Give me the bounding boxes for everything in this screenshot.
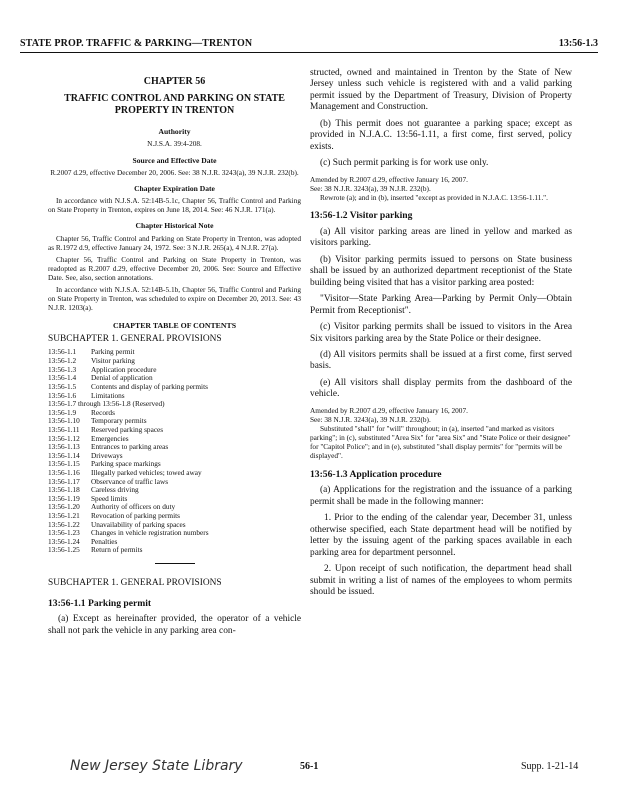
- toc-entry-title: Parking permit: [91, 347, 135, 357]
- section-1-2-para-e: (e) All visitors shall display permits from the dashboard of the vehicle.: [310, 377, 572, 400]
- toc-entry-number: 13:56-1.3: [48, 364, 77, 374]
- toc-entry-title: Limitations: [91, 390, 125, 400]
- section-1-1-para-c: (c) Such permit parking is for work use only.: [320, 158, 489, 169]
- section-1-2-para-d: (d) All visitors permits shall be issued at a first come, first served basis.: [310, 350, 572, 372]
- amendment-line: See: 38 N.J.R. 3243(a), 39 N.J.R. 232(b).: [310, 183, 431, 193]
- history-paragraph: Chapter 56, Traffic Control and Parking on State Property in Trenton, was adopted as R.1972 d.9, effective January 24, 1972. See: 3 N.J.R. 265(a), 4 N.J.R. 27(a).: [48, 233, 301, 252]
- section-1-3-para-a: (a) Applications for the registration and the issuance of a parking permit shall be made in the following manner:: [310, 485, 572, 507]
- section-divider: [155, 563, 195, 564]
- amendment-line: Substituted "shall" for "will" throughout; in (a), inserted "and marked as visitors parking"; in (c), substituted "Area Six" for "area Six" and "State Police or their designee" for "Capitol Police"; and in (e), substituted "shall display permits" for "permits will be displayed".: [310, 424, 571, 461]
- toc-entry-title: Temporary permits: [91, 416, 147, 426]
- toc-entry-number: 13:56-1.20: [48, 502, 80, 512]
- toc-entry: [48, 546, 301, 555]
- toc-entry-title: Illegally parked vehicles; towed away: [91, 468, 202, 477]
- amendment-line: See: 38 N.J.R. 3243(a), 39 N.J.R. 232(b).: [310, 414, 431, 424]
- toc-entry-title: Unavailability of parking spaces: [91, 519, 186, 529]
- toc-entry: [48, 409, 301, 418]
- toc-entry-number: 13:56-1.21: [48, 511, 80, 521]
- toc-entry-title: Changes in vehicle registration numbers: [91, 528, 209, 538]
- right-column: [310, 68, 572, 603]
- amendment-line: Amended by R.2007 d.29, effective January 16, 2007.: [310, 405, 468, 415]
- toc-entry-title: Reserved parking spaces: [91, 424, 164, 434]
- toc-entry-title: Visitor parking: [91, 356, 135, 366]
- history-paragraph: In accordance with N.J.S.A. 52:14B-5.1b, Chapter 56, Traffic Control and Parking on State Property in Trenton, was scheduled to expire on December 20, 2013. See: 43 N.J.R. 1203(a).: [48, 285, 301, 313]
- toc-entry-title: 13:56-1.7 through 13:56-1.8 (Reserved): [48, 399, 165, 409]
- expiration-text: In accordance with N.J.S.A. 52:14B-5.1c, Chapter 56, Traffic Control and Parking on State Property in Trenton, expires on June 18, 2014. See: 46 N.J.R. 171(a).: [48, 196, 301, 215]
- section-1-2-para-b: (b) Visitor parking permits issued to persons on State business shall be issued by an authorized department receptionist of the State building being visited that has a visitor parking area posted:: [310, 254, 572, 288]
- subchapter-body-title: SUBCHAPTER 1. GENERAL PROVISIONS: [48, 578, 222, 589]
- toc-entry-number: 13:56-1.17: [48, 476, 80, 486]
- toc-heading: CHAPTER TABLE OF CONTENTS: [112, 320, 237, 330]
- toc-entry: [48, 486, 301, 495]
- authority-text: N.J.S.A. 39:4-208.: [147, 139, 202, 149]
- toc-entry-number: 13:56-1.22: [48, 519, 80, 529]
- toc-entry-number: 13:56-1.4: [48, 373, 77, 383]
- toc-entry-title: Speed limits: [91, 493, 128, 503]
- toc-entry-title: Records: [91, 407, 115, 417]
- supplement-date: Supp. 1-21-14: [521, 761, 579, 772]
- authority-heading: Authority: [158, 127, 191, 137]
- section-1-3-item-2: 2. Upon receipt of such notification, the department head shall submit in writing a list of names of the employees to whom permits should be issued.: [310, 564, 572, 597]
- amendment-line: Rewrote (a); and in (b), inserted "except as provided in N.J.A.C. 13:56-1.11.".: [320, 192, 548, 202]
- chapter-subtitle: TRAFFIC CONTROL AND PARKING ON STATE PROPERTY IN TRENTON: [64, 93, 285, 117]
- toc-entry: [48, 357, 301, 366]
- toc-subchapter-title: SUBCHAPTER 1. GENERAL PROVISIONS: [48, 334, 222, 344]
- toc-entry: [48, 529, 301, 538]
- toc-entry-title: Entrances to parking areas: [91, 442, 169, 452]
- header-rule: [20, 52, 598, 53]
- amendment-line: Amended by R.2007 d.29, effective January 16, 2007.: [310, 174, 468, 184]
- toc-entry-number: 13:56-1.10: [48, 416, 80, 426]
- toc-entry-title: Application procedure: [91, 364, 157, 374]
- section-1-1-para-a-continued: structed, owned and maintained in Trenton by the State of New Jersey unless such vehicle is registered with and a valid parking permit issued by the Department of Treasury, Division of Property Management and Construction.: [310, 68, 572, 113]
- toc-entry-number: 13:56-1.16: [48, 468, 80, 477]
- toc-entry-number: 13:56-1.5: [48, 381, 77, 391]
- history-paragraph: Chapter 56, Traffic Control and Parking on State Property in Trenton, was readopted as R.2007 d.29, effective December 20, 2006. See: Source and Effective Date. See, also, section annotations.: [48, 254, 301, 283]
- toc-entry: [48, 426, 301, 435]
- chapter-title: CHAPTER 56: [143, 76, 206, 87]
- toc-entry-number: 13:56-1.23: [48, 528, 80, 538]
- section-1-1-para-a: (a) Except as hereinafter provided, the operator of a vehicle shall not park the vehicle in any parking area con-: [48, 614, 301, 636]
- toc-entry-number: 13:56-1.1: [48, 347, 77, 357]
- toc-entry-title: Careless driving: [91, 485, 139, 495]
- toc-entry: [48, 383, 301, 392]
- source-text: R.2007 d.29, effective December 20, 2006. See: 38 N.J.R. 3243(a), 39 N.J.R. 232(b).: [50, 167, 299, 177]
- toc-entry: [48, 366, 301, 375]
- toc-entry-title: Return of permits: [91, 545, 143, 555]
- library-watermark: New Jersey State Library: [70, 758, 243, 774]
- running-header-section: 13:56-1.3: [558, 38, 598, 49]
- toc-entry: [48, 469, 301, 478]
- toc-entry: [48, 538, 301, 547]
- toc-entry-title: Emergencies: [91, 433, 129, 443]
- section-1-1-para-b: (b) This permit does not guarantee a parking space; except as provided in N.J.A.C. 13:56-1.11, a first come, first served, policy exists.: [310, 118, 572, 152]
- table-of-contents: [48, 348, 301, 555]
- toc-entry-number: 13:56-1.24: [48, 536, 80, 546]
- toc-entry-title: Penalties: [91, 536, 118, 546]
- history-heading: Chapter Historical Note: [135, 221, 214, 231]
- section-1-2-posted-sign-text: "Visitor—State Parking Area—Parking by Permit Only—Obtain Permit from Receptionist".: [310, 294, 572, 316]
- expiration-heading: Chapter Expiration Date: [134, 183, 215, 193]
- toc-entry-title: Parking space markings: [91, 459, 161, 469]
- left-column: [48, 68, 301, 642]
- toc-entry: [48, 435, 301, 444]
- toc-entry-title: Authority of officers on duty: [91, 502, 176, 512]
- running-header-title: STATE PROP. TRAFFIC & PARKING—TRENTON: [20, 38, 253, 49]
- toc-entry-number: 13:56-1.11: [48, 424, 80, 434]
- toc-entry-number: 13:56-1.6: [48, 390, 77, 400]
- page-number: 56-1: [300, 761, 319, 772]
- toc-entry-number: 13:56-1.19: [48, 493, 80, 503]
- section-1-3-item-1: 1. Prior to the ending of the calendar year, December 31, unless otherwise specified, each State department head will be notified by letter by the issuing agent of the parking spaces available in each parking area for department personnel.: [310, 513, 572, 558]
- toc-entry-title: Revocation of parking permits: [91, 511, 180, 521]
- toc-entry: [48, 400, 301, 409]
- toc-entry-number: 13:56-1.13: [48, 442, 80, 452]
- toc-entry-number: 13:56-1.9: [48, 407, 77, 417]
- toc-entry-number: 13:56-1.15: [48, 459, 80, 469]
- section-1-2-para-c: (c) Visitor parking permits shall be issued to visitors in the Area Six visitors parking area by the State Police or their designee.: [310, 322, 572, 344]
- toc-entry-title: Denial of application: [91, 373, 153, 383]
- toc-entry: [48, 452, 301, 461]
- toc-entry-title: Driveways: [91, 450, 123, 460]
- toc-entry: [48, 443, 301, 452]
- toc-entry: [48, 478, 301, 487]
- toc-entry-number: 13:56-1.12: [48, 433, 80, 443]
- section-heading-1-2: 13:56-1.2 Visitor parking: [310, 210, 413, 222]
- source-heading: Source and Effective Date: [132, 155, 217, 165]
- toc-entry: [48, 348, 301, 357]
- toc-entry-number: 13:56-1.25: [48, 545, 80, 555]
- toc-entry: [48, 417, 301, 426]
- section-heading-1-1: 13:56-1.1 Parking permit: [48, 597, 152, 609]
- section-1-1-amendment-note: [310, 175, 572, 202]
- toc-entry-number: 13:56-1.2: [48, 356, 77, 366]
- toc-entry-title: Observance of traffic laws: [91, 476, 169, 486]
- toc-entry-title: Contents and display of parking permits: [91, 381, 208, 391]
- section-1-2-para-a: (a) All visitor parking areas are lined in yellow and marked as visitors parking.: [310, 226, 572, 249]
- section-1-2-amendment-note: [310, 406, 572, 461]
- toc-entry-number: 13:56-1.18: [48, 485, 80, 495]
- toc-entry-number: 13:56-1.14: [48, 450, 80, 460]
- section-heading-1-3: 13:56-1.3 Application procedure: [310, 468, 442, 480]
